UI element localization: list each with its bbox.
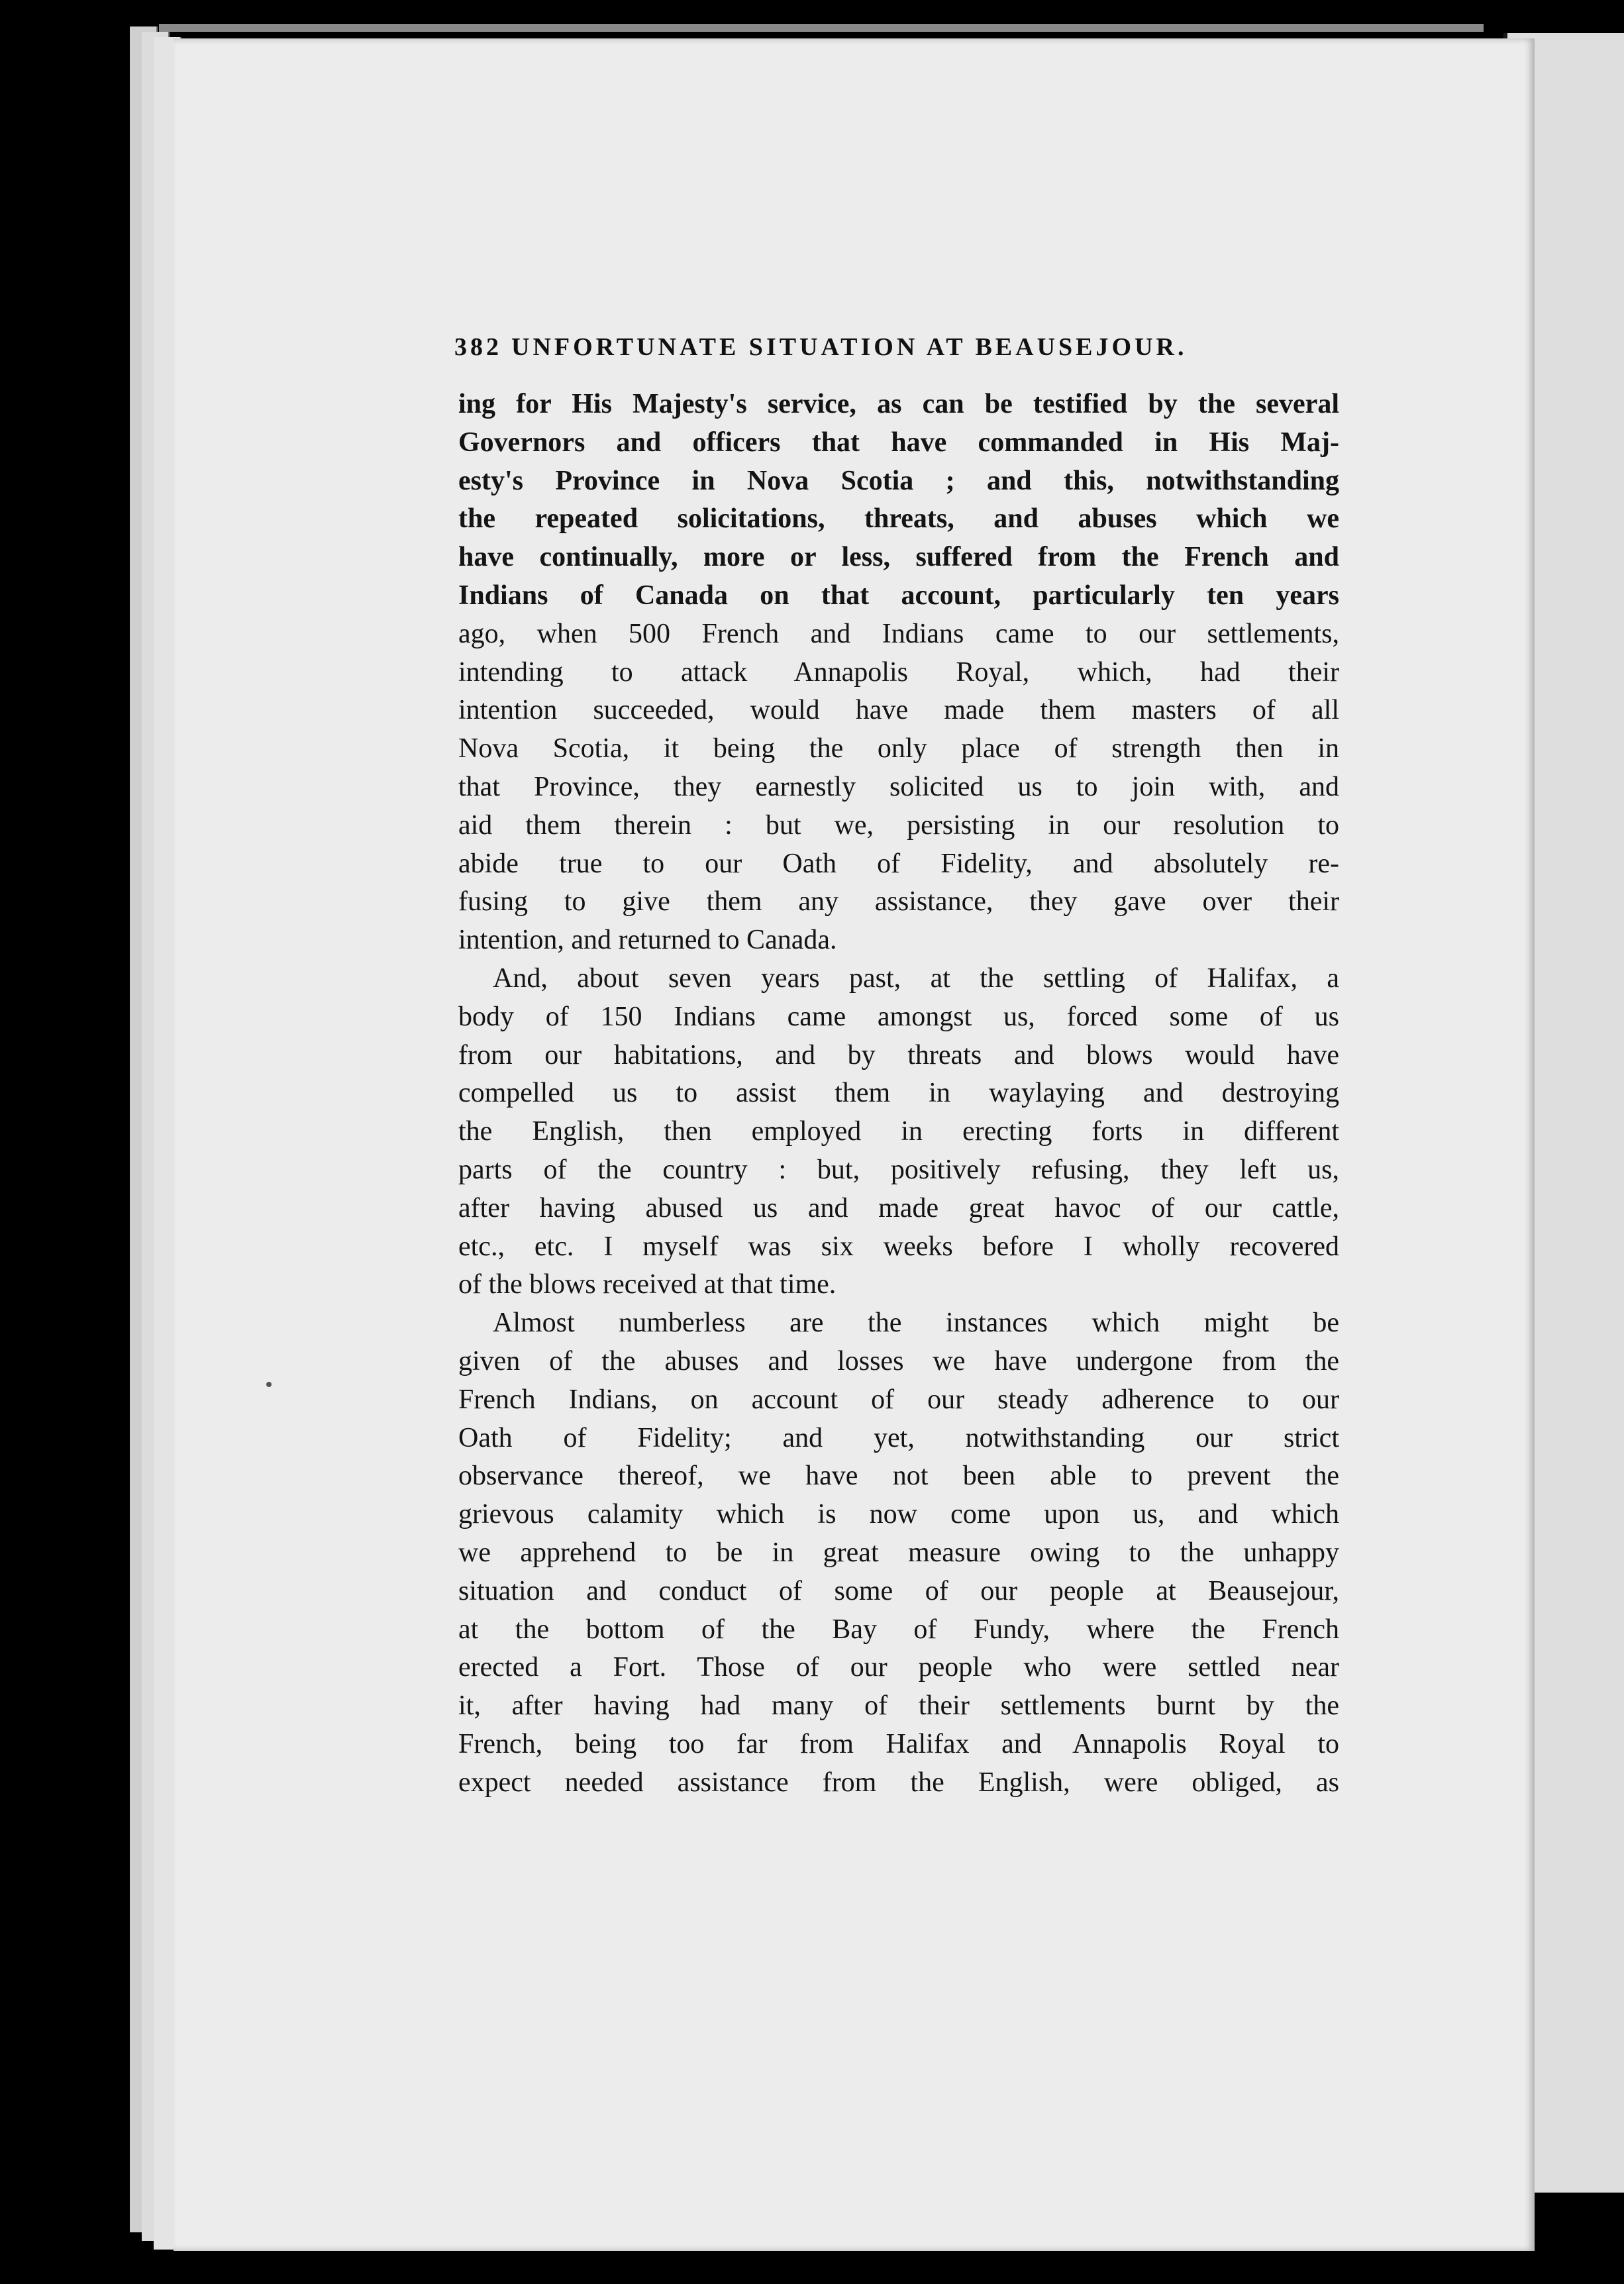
text-line: parts of the country : but, positively refusing, they left us,	[458, 1154, 1339, 1185]
running-head-title: UNFORTUNATE SITUATION AT BEAUSEJOUR.	[511, 333, 1188, 361]
top-page-rule	[159, 24, 1484, 32]
text-line: compelled us to assist them in waylaying and destroying	[458, 1078, 1339, 1109]
text-line: aid them therein : but we, persisting in our resolution to	[458, 809, 1339, 841]
scan-speck	[266, 1382, 272, 1387]
text-line: Indians of Canada on that account, particularly ten years	[458, 580, 1339, 611]
paragraph-3	[458, 1304, 1339, 1802]
text-line: at the bottom of the Bay of Fundy, where the French	[458, 1614, 1339, 1645]
paragraph-1	[458, 386, 1339, 960]
text-line: French Indians, on account of our steady adherence to our	[458, 1384, 1339, 1415]
page-number: 382	[454, 333, 502, 361]
body-text	[458, 386, 1339, 1802]
text-line: have continually, more or less, suffered from the French and	[458, 542, 1339, 573]
text-line: body of 150 Indians came amongst us, forced some of us	[458, 1001, 1339, 1032]
text-line: ing for His Majesty's service, as can be testified by the several	[458, 389, 1339, 419]
text-line: given of the abuses and losses we have undergone from the	[458, 1345, 1339, 1376]
text-line: situation and conduct of some of our people at Beausejour,	[458, 1575, 1339, 1606]
text-line: Almost numberless are the instances which might be	[493, 1308, 1339, 1339]
text-line: Oath of Fidelity; and yet, notwithstanding our strict	[458, 1422, 1339, 1453]
text-line: French, being too far from Halifax and Annapolis Royal to	[458, 1728, 1339, 1759]
text-line: observance thereof, we have not been able to prevent the	[458, 1461, 1339, 1492]
text-line: after having abused us and made great havoc of our cattle,	[458, 1192, 1339, 1223]
text-line: erected a Fort. Those of our people who were settled near	[458, 1652, 1339, 1683]
text-line: esty's Province in Nova Scotia ; and this, notwithstanding	[458, 465, 1339, 496]
text-line: it, after having had many of their settlements burnt by the	[458, 1690, 1339, 1722]
text-line: fusing to give them any assistance, they gave over their	[458, 886, 1339, 917]
text-line: intention succeeded, would have made them masters of all	[458, 695, 1339, 726]
text-line: etc., etc. I myself was six weeks before I wholly recovered	[458, 1231, 1339, 1262]
running-head	[454, 333, 1335, 362]
text-line: that Province, they earnestly solicited us to join with, and	[458, 771, 1339, 802]
text-line: ago, when 500 French and Indians came to our settlements,	[458, 618, 1339, 649]
text-line: from our habitations, and by threats and blows would have	[458, 1039, 1339, 1070]
text-line: of the blows received at that time.	[458, 1269, 837, 1300]
paragraph-2	[458, 960, 1339, 1304]
text-line: the repeated solicitations, threats, and abuses which we	[458, 503, 1339, 535]
text-line: intending to attack Annapolis Royal, which, had their	[458, 656, 1339, 688]
text-line: grievous calamity which is now come upon us, and which	[458, 1499, 1339, 1530]
text-line: And, about seven years past, at the settling of Halifax, a	[493, 962, 1339, 994]
text-line: expect needed assistance from the English, were obliged, as	[458, 1767, 1339, 1798]
text-line: Governors and officers that have commanded in His Maj-	[458, 427, 1339, 458]
text-line: Nova Scotia, it being the only place of strength then in	[458, 733, 1339, 764]
text-line: we apprehend to be in great measure owing to the unhappy	[458, 1537, 1339, 1568]
text-line: abide true to our Oath of Fidelity, and absolutely re-	[458, 848, 1339, 879]
text-line: intention, and returned to Canada.	[458, 925, 837, 956]
text-line: the English, then employed in erecting forts in different	[458, 1116, 1339, 1147]
